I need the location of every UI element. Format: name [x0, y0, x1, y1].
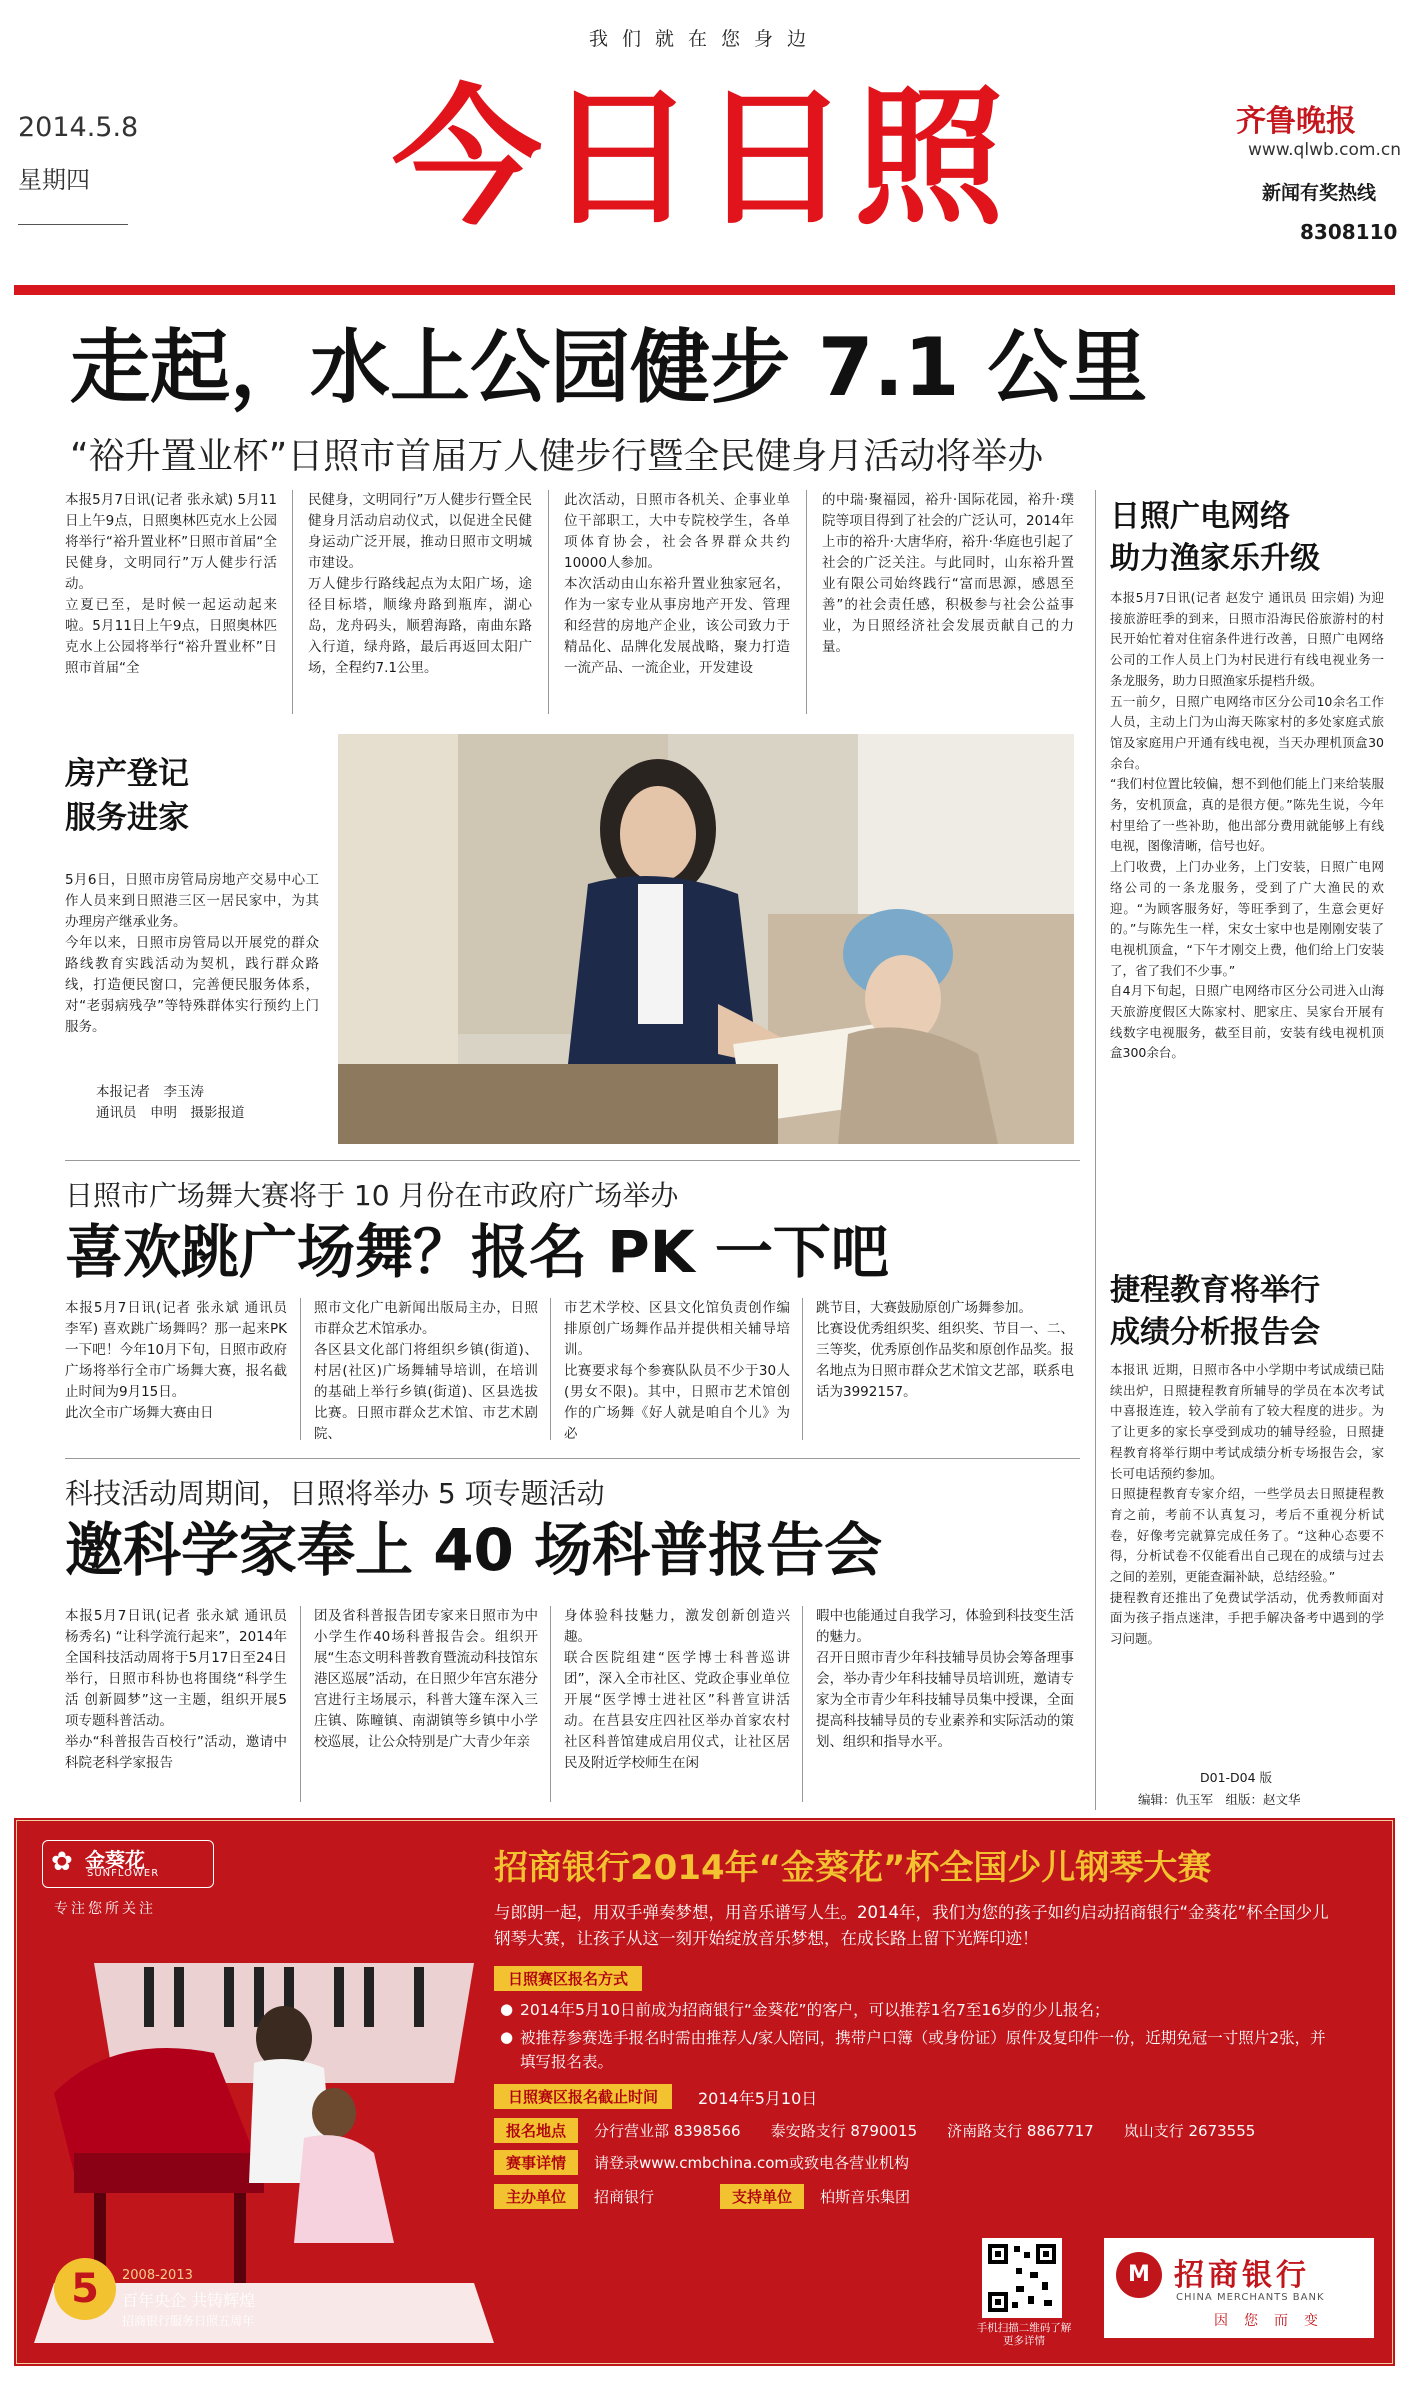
column-rule [806, 490, 807, 714]
education-body: 本报讯 近期，日照市各中小学期中考试成绩已陆续出炉，日照捷程教育所辅导的学员在本次考试中喜报连连，较入学前有了较大程度的进步。为了让更多的家长享受到成功的辅导经验，日照捷程教育将举行期中考试成绩分析专场报告会，家长可电话预约参加。 日照捷程教育专家介绍，一些学员去日照捷程教育之前，考前不认真复习，考后不重视分析试卷，好像考完就算完成任务了。“这种心态要不得，分析试卷不仅能看出自己现在的成绩与过去之间的差别，更能查漏补缺，总结经验。” 捷程教育还推出了免费试学活动，优秀教师面对面为孩子指点迷津，手把手解决备考中遇到的学习问题。 [1110, 1362, 1384, 1647]
ad-title: 招商银行2014年“金葵花”杯全国少儿钢琴大赛 [494, 1848, 1212, 1888]
broadcast-headline-line-2: 助力渔家乐升级 [1110, 541, 1320, 576]
column-rule [802, 1606, 803, 1802]
brand-slogan: 专注您所关注 [54, 1901, 156, 1917]
ad-section-registration: 日照赛区报名方式 [494, 1966, 642, 1991]
brand-name: 金葵花 [85, 1848, 145, 1872]
anniversary-five-icon: 5 [54, 2258, 116, 2320]
hotline-label: 新闻有奖热线 [1262, 182, 1377, 204]
column-rule [550, 1298, 551, 1440]
column-rule [550, 1606, 551, 1802]
housing-headline-line-1: 房产登记 [65, 756, 189, 792]
broadcast-headline-line-1: 日照广电网络 [1110, 499, 1290, 534]
dance-column-4: 跳节目，大赛鼓励原创广场舞参加。 比赛设优秀组织奖、组织奖、节目一、二、三等奖，优秀原创作品奖和原创作品奖。报名地点为日照市群众艺术馆文艺部，联系电话为3992157。 [816, 1300, 1074, 1400]
news-photo [338, 734, 1074, 1144]
bullet-icon: ● [500, 2028, 514, 2046]
issue-date: 2014.5.8 [18, 112, 139, 143]
housing-credit-2: 通讯员 申明 摄影报道 [96, 1105, 245, 1121]
science-headline: 邀科学家奉上 40 场科普报告会 [65, 1516, 883, 1584]
editor-credits: 编辑：仇玉军 组版：赵文华 [1138, 1792, 1301, 1807]
bank-name-en: CHINA MERCHANTS BANK [1176, 2292, 1325, 2303]
hotline-number: 8308110 [1300, 220, 1398, 244]
section-rule [65, 1160, 1080, 1161]
anniversary-line-1: 百年央企 共铸辉煌 [122, 2291, 256, 2310]
dance-column-1: 本报5月7日讯(记者 张永斌 通讯员 李军) 喜欢跳广场舞吗？那一起来PK一下吧！今年10月下旬，日照市政府广场将举行全市广场舞大赛，报名截止时间为9月15日。 此次全市广场舞大赛由日 [65, 1300, 287, 1421]
ad-locations: 分行营业部 8398566 泰安路支行 8790015 济南路支行 8867717 岚山支行 2673555 [594, 2122, 1256, 2140]
masthead-rule [14, 285, 1395, 295]
lead-headline: 走起，水上公园健步 7.1 公里 [70, 321, 1148, 414]
ad-host-label: 主办单位 [494, 2184, 578, 2209]
ad-section-deadline: 日照赛区报名截止时间 [494, 2084, 672, 2109]
housing-headline-line-2: 服务进家 [65, 800, 189, 836]
news-photo-illustration [338, 734, 1074, 1144]
ad-sponsor: 柏斯音乐集团 [820, 2188, 911, 2206]
ad-host: 招商银行 [594, 2188, 655, 2206]
ad-location-label: 报名地点 [494, 2118, 578, 2143]
ad-intro: 与郎朗一起，用双手弹奏梦想，用音乐谱写人生。2014年，我们为您的孩子如约启动招商银行“金葵花”杯全国少儿钢琴大赛，让孩子从这一刻开始绽放音乐梦想，在成长路上留下光辉印迹！ [494, 1903, 1329, 1948]
ad-details: 请登录www.cmbchina.com或致电各营业机构 [594, 2154, 910, 2172]
lead-column-4: 的中瑞·聚福园，裕升·国际花园，裕升·璞院等项目得到了社会的广泛认可，2014年上市的裕升·大唐华府，裕升·华庭也引起了社会的广泛关注。与此同时，山东裕升置业有限公司始终践行“富而思源，感恩至善”的社会责任感，积极参与社会公益事业，为日照经济社会发展贡献自己的力量。 [822, 492, 1074, 655]
column-rule [292, 490, 293, 714]
broadcast-body: 本报5月7日讯(记者 赵发宁 通讯员 田宗娟) 为迎接旅游旺季的到来，日照市沿海民俗旅游村的村民开始忙着对住宿条件进行改善，日照广电网络公司的工作人员上门为村民进行有线电视业务一条龙服务，助力日照渔家乐提档升级。 五一前夕，日照广电网络市区分公司10余名工作人员，主动上门为山海天陈家村的多处家庭式旅馆及家庭用户开通有线电视，当天办理机顶盒30余台。 “我们村位置比较偏，想不到他们能上门来给装服务，安机顶盒，真的是很方便。”陈先生说，今年村里给了一些补助，他出部分费用就能够上有线电视，图像清晰，信号也好。 上门收费，上门办业务，上门安装，日照广电网络公司的一条龙服务，受到了广大渔民的欢迎。“为顾客服务好，等旺季到了，生意会更好的。”与陈先生一样，宋女士家中也是刚刚安装了电视机顶盒，“下午才刚交上费，他们给上门安装了，省了我们不少事。” 自4月下旬起，日照广电网络市区分公司进入山海天旅游度假区大陈家村、肥家庄、吴家台开展有线数字电视服务，截至目前，安装有线电视机顶盒300余台。 [1110, 590, 1384, 1061]
science-column-1: 本报5月7日讯(记者 张永斌 通讯员 杨秀名) “让科学流行起来”，2014年全国科技活动周将于5月17日至24日举行，日照市科协也将围绕“科学生活 创新圆梦”这一主题，组织开展5项专题科普活动。 举办“科普报告百校行”活动，邀请中科院老科学家报告 [65, 1608, 287, 1771]
partner-logo: 齐鲁晚报 [1236, 104, 1356, 139]
page-range: D01-D04 版 [1200, 1770, 1273, 1785]
bank-advertisement [14, 1818, 1395, 2366]
science-column-3: 身体验科技魅力，激发创新创造兴趣。 联合医院组建“医学博士科普巡讲团”，深入全市社区、党政企事业单位开展“医学博士进社区”科普宣讲活动。在莒县安庄四社区举办首家农村社区科普馆建成启用仪式，让社区居民及附近学校师生在闲 [564, 1608, 790, 1771]
lead-column-1: 本报5月7日讯(记者 张永斌) 5月11日上午9点，日照奥林匹克水上公园将举行“裕升置业杯”日照市首届“全民健身，文明同行”万人健步行活动。 立夏已至，是时候一起运动起来啦。5月11日上午9点，日照奥林匹克水上公园将举行“裕升置业杯”日照市首届“全 [65, 492, 277, 676]
qr-code-pattern [982, 2238, 1062, 2318]
housing-credit-1: 本报记者 李玉涛 [96, 1084, 204, 1100]
broadcast-headline [1110, 496, 1395, 580]
ad-bullet-2: 被推荐参赛选手报名时需由推荐人/家人陪同，携带户口簿（或身份证）原件及复印件一份，近期免冠一寸照片2张，并填写报名表。 [520, 2029, 1326, 2071]
education-headline-line-1: 捷程教育将举行 [1110, 1273, 1320, 1308]
column-rule [548, 490, 549, 714]
anniversary-years: 2008-2013 [122, 2268, 193, 2283]
science-column-4: 暇中也能通过自我学习，体验到科技变生活的魅力。 召开日照市青少年科技辅导员协会筹备理事会，举办青少年科技辅导员培训班，邀请专家为全市青少年科技辅导员集中授课，全面提高科技辅导员的专业素养和实际活动的策划、组织和指导水平。 [816, 1608, 1074, 1750]
bullet-icon: ● [500, 2000, 514, 2018]
column-rule [300, 1606, 301, 1802]
dance-column-3: 市艺术学校、区县文化馆负责创作编排原创广场舞作品并提供相关辅导培训。 比赛要求每个参赛队队员不少于30人(男女不限)。其中，日照市艺术馆创作的广场舞《好人就是咱自个儿》为必 [564, 1300, 790, 1442]
dance-column-2: 照市文化广电新闻出版局主办，日照市群众艺术馆承办。 各区县文化部门将组织乡镇(街道)、村居(社区)广场舞辅导培训，在培训的基础上举行乡镇(街道)、区县选拔比赛。日照市群众艺术馆、市艺术剧院、 [314, 1300, 538, 1442]
issue-weekday: 星期四 [18, 166, 90, 194]
masthead-title: 今日日照 [391, 70, 1008, 246]
bank-logo-icon: M [1116, 2252, 1162, 2298]
science-kicker: 科技活动周期间，日照将举办 5 项专题活动 [65, 1477, 605, 1510]
brand-name-en: SUNFLOWER [87, 1868, 160, 1879]
date-underline [18, 224, 128, 225]
housing-headline [65, 752, 305, 840]
dance-headline: 喜欢跳广场舞？报名 PK 一下吧 [65, 1218, 889, 1286]
bank-logo-panel [1104, 2238, 1374, 2338]
bank-motto: 因您而变 [1214, 2313, 1334, 2329]
education-headline [1110, 1270, 1395, 1354]
sunflower-icon: ✿ [51, 1847, 73, 1877]
ad-details-label: 赛事详情 [494, 2150, 578, 2175]
science-column-2: 团及省科普报告团专家来日照市为中小学生作40场科普报告会。组织开展“生态文明科普教育暨流动科技馆东港区巡展”活动，在日照少年宫东港分宫进行主场展示，科普大篷车深入三庄镇、陈疃镇、南湖镇等乡镇中小学校巡展，让公众特别是广大青少年亲 [314, 1608, 538, 1750]
ad-deadline: 2014年5月10日 [698, 2089, 818, 2108]
housing-body: 5月6日，日照市房管局房地产交易中心工作人员来到日照港三区一居民家中，为其办理房产继承业务。 今年以来，日照市房管局以开展党的群众路线教育实践活动为契机，践行群众路线，打造便民窗口，完善便民服务体系，对“老弱病残孕”等特殊群体实行预约上门服务。 [65, 872, 319, 1035]
education-headline-line-2: 成绩分析报告会 [1110, 1315, 1320, 1350]
qr-caption: 手机扫描二维码了解更多详情 [976, 2322, 1072, 2347]
masthead-tagline: 我们就在您身边 [588, 28, 820, 50]
sunflower-logo [42, 1840, 214, 1888]
lead-subheadline: “裕升置业杯”日照市首届万人健步行暨全民健身月活动将举办 [70, 436, 1044, 477]
ad-bullet-1: 2014年5月10日前成为招商银行“金葵花”的客户，可以推荐1名7至16岁的少儿报名； [520, 2001, 1110, 2019]
right-rail-rule [1095, 490, 1096, 1810]
section-rule [65, 1458, 1080, 1459]
dance-kicker: 日照市广场舞大赛将于 10 月份在市政府广场举办 [65, 1179, 679, 1212]
lead-column-2: 民健身，文明同行”万人健步行暨全民健身月活动启动仪式，以促进全民健身运动广泛开展，推动日照市文明城市建设。 万人健步行路线起点为太阳广场，途径目标塔，顺缘舟路到瓶库，湖心岛，龙舟码头，顺碧海路，南曲东路入行道，绿舟路，最后再返回太阳广场，全程约7.1公里。 [308, 492, 532, 676]
column-rule [802, 1298, 803, 1440]
qr-code-icon [982, 2238, 1062, 2318]
ad-sponsor-label: 支持单位 [720, 2184, 804, 2209]
anniversary-line-2: 招商银行服务日照五周年 [122, 2314, 255, 2328]
bank-name: 招商银行 [1174, 2258, 1310, 2293]
lead-column-3: 此次活动，日照市各机关、企事业单位干部职工，大中专院校学生，各单项体育协会，社会各界群众共约10000人参加。 本次活动由山东裕升置业独家冠名，作为一家专业从事房地产开发、管理和经营的房地产企业，该公司致力于精品化、品牌化发展战略，聚力打造一流产品、一流企业，开发建设 [564, 492, 790, 676]
column-rule [300, 1298, 301, 1440]
partner-url: www.qlwb.com.cn [1248, 140, 1401, 160]
